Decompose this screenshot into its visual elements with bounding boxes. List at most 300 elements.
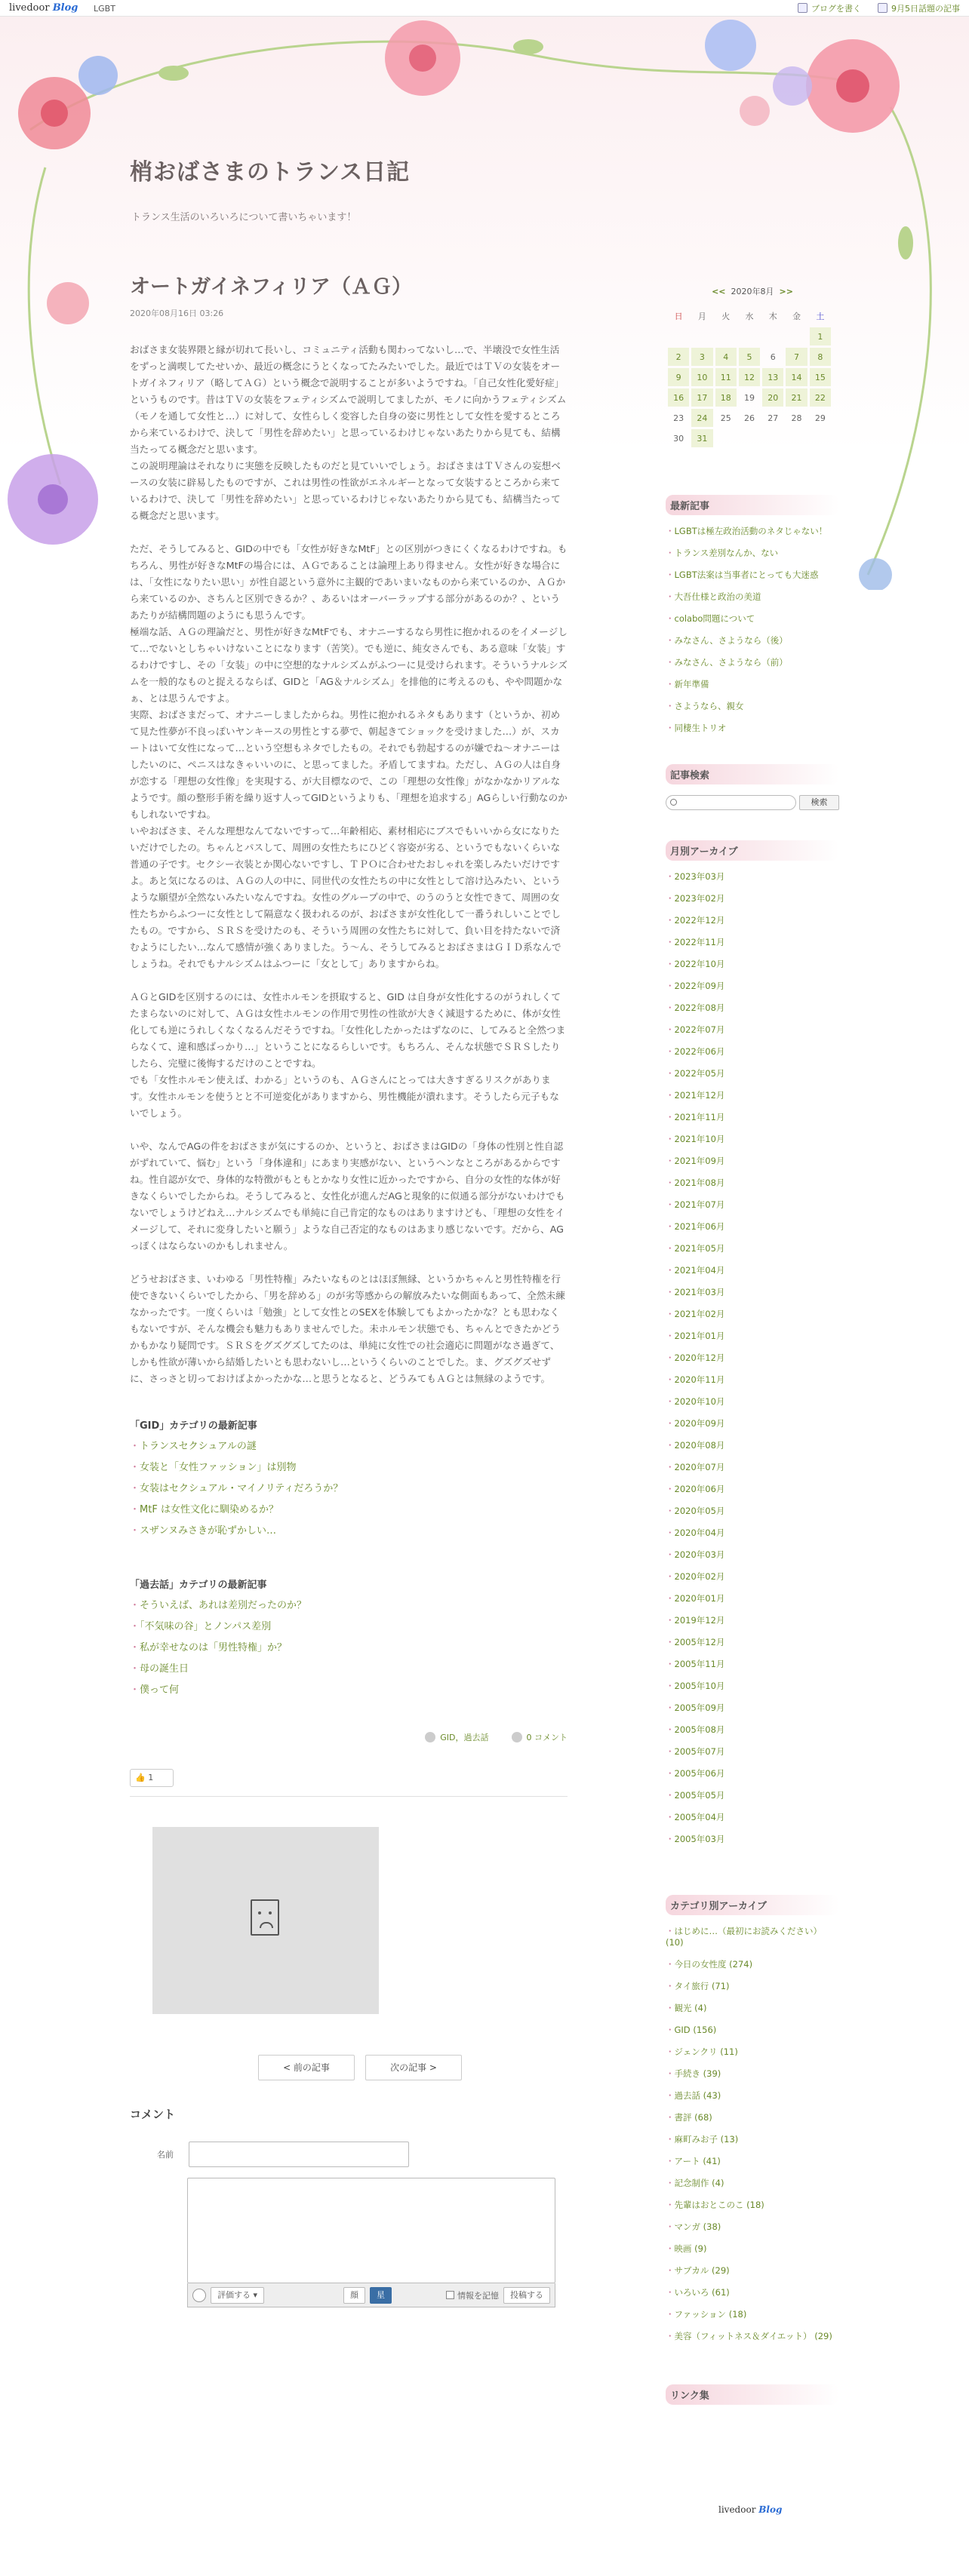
list-item[interactable] (666, 2221, 839, 2233)
remember-checkbox[interactable] (446, 2289, 499, 2301)
article-paragraph: ＡＧとGIDを区別するのには、女性ホルモンを摂取すると、GID は自身が女性化するのがうれしくてたまらないのに対して、ＡＧは女性ホルモンの作用で男性の性欲が大きく減退するために、体が女性化しても逆にうれしくなくなるんだそうですね。「女性化したかったはずなのに、してみると全然つまらなくて、違和感ばっかり…」ということになるらしいです。もちろん、そんな状態でＳＲＳしたりしたら、完璧に後悔するだけのことですね。 でも「女性ホルモン使えば、わかる」というのも、ＡＧさんにとっては大きすぎるリスクがあります。女性ホルモンを使うとと不可逆変化がありますから、男性機能が潰れます。そうしたら元子もないでしょう。 (130, 991, 566, 1119)
month-archive-link[interactable]: 2005年08月 (674, 1724, 725, 1735)
monthly-archive-title: 月別アーカイブ (666, 840, 839, 861)
calendar-day[interactable]: 16 (668, 388, 689, 407)
calendar-day: 26 (743, 413, 755, 423)
list-item[interactable] (666, 915, 839, 926)
calendar-day: 29 (814, 413, 826, 423)
list-item[interactable] (666, 2287, 839, 2298)
calendar-icon (878, 3, 887, 13)
list-item[interactable] (666, 2200, 839, 2211)
list-item[interactable] (666, 1615, 839, 1626)
list-item[interactable] (666, 1834, 839, 1845)
list-item[interactable] (666, 1199, 839, 1211)
month-archive-link[interactable]: 2019年12月 (674, 1615, 725, 1626)
list-item[interactable] (666, 1959, 839, 1970)
list-item[interactable] (130, 1638, 568, 1659)
list-item[interactable] (666, 1637, 839, 1648)
list-item[interactable] (666, 1981, 839, 1992)
past-article-link[interactable]: 母の誕生日 (140, 1663, 189, 1675)
list-item[interactable] (666, 723, 839, 734)
calendar-day[interactable]: 4 (715, 348, 737, 366)
calendar-prev-link[interactable]: << (712, 287, 726, 296)
calendar-day: 23 (673, 413, 684, 423)
calendar-day: 30 (673, 433, 684, 444)
list-item[interactable] (666, 1221, 839, 1233)
list-item[interactable] (666, 1484, 839, 1495)
footer-logo-blog: Blog (758, 2504, 783, 2515)
calendar-week (668, 429, 831, 447)
calendar-week (668, 388, 831, 407)
prev-article-button[interactable]: < 前の記事 (258, 2055, 355, 2080)
list-item[interactable] (666, 1090, 839, 1101)
category-archive-link[interactable]: 麻町みお子 (674, 2134, 718, 2145)
list-item[interactable] (666, 613, 839, 625)
list-item[interactable] (666, 2046, 839, 2058)
calendar-day[interactable]: 24 (691, 409, 712, 427)
list-item[interactable] (666, 893, 839, 904)
topbar-actions (798, 2, 960, 14)
recent-post-link[interactable]: さようなら、親女 (674, 701, 744, 711)
category-count: (68) (694, 2112, 712, 2123)
list-item[interactable] (666, 1134, 839, 1145)
month-archive-link[interactable]: 2022年05月 (674, 1068, 725, 1079)
month-archive-link[interactable]: 2020年04月 (674, 1527, 725, 1538)
thumbs-up-icon: 👍 (135, 1773, 146, 1782)
month-archive-link[interactable]: 2021年06月 (674, 1221, 725, 1232)
calendar-day[interactable]: 31 (691, 429, 712, 447)
calendar-day (668, 327, 689, 345)
month-archive-link[interactable]: 2021年04月 (674, 1265, 725, 1276)
tag-icon (425, 1732, 435, 1742)
calendar-weekday: 火 (721, 312, 731, 321)
past-latest-heading: 「過去話」カテゴリの最新記事 (130, 1580, 267, 1591)
month-archive-link[interactable]: 2020年10月 (674, 1396, 725, 1407)
today-topics-label: 9月5日話題の記事 (891, 4, 960, 14)
list-item[interactable] (666, 2134, 839, 2145)
category-archive-link[interactable]: ファッション (674, 2309, 727, 2320)
calendar-day[interactable]: 22 (810, 388, 831, 407)
list-item[interactable] (666, 679, 839, 690)
category-archive-link[interactable]: 今日の女性度 (674, 1959, 727, 1970)
calendar-day[interactable]: 17 (691, 388, 712, 407)
month-archive-link[interactable]: 2020年05月 (674, 1506, 725, 1516)
category-count: (43) (703, 2090, 721, 2101)
list-item[interactable] (666, 1418, 839, 1429)
month-archive-link[interactable]: 2021年01月 (674, 1331, 725, 1341)
name-input[interactable] (189, 2142, 409, 2167)
past-article-link[interactable]: 私が幸せなのは「男性特権」か？ (140, 1642, 288, 1653)
post-footer (130, 1731, 568, 1743)
calendar-day: 28 (791, 413, 802, 423)
calendar-weekday: 木 (768, 312, 777, 321)
list-item[interactable] (666, 1527, 839, 1539)
category-archive-link[interactable]: 先輩はおとこのこ (674, 2200, 744, 2210)
list-item[interactable] (666, 1265, 839, 1276)
list-item[interactable] (666, 2331, 839, 2342)
category-archive-link[interactable]: 映画 (674, 2243, 692, 2254)
calendar-week (668, 327, 831, 345)
gid-article-link[interactable]: MtF は女性文化に馴染めるか？ (140, 1504, 278, 1515)
face-mode-button[interactable]: 顔 (343, 2287, 365, 2304)
list-item[interactable] (666, 2156, 839, 2167)
month-archive-link[interactable]: 2020年09月 (674, 1418, 725, 1429)
search-title: 記事検索 (666, 764, 839, 784)
month-archive-link[interactable]: 2021年09月 (674, 1156, 725, 1166)
recent-post-link[interactable]: colabo問題について (674, 613, 755, 624)
article-title[interactable]: オートガイネフィリア（ＡＧ） (130, 275, 412, 299)
calendar-day (739, 429, 760, 447)
month-archive-link[interactable]: 2005年11月 (674, 1659, 725, 1669)
month-archive-link[interactable]: 2021年11月 (674, 1112, 725, 1122)
category-count: (156) (693, 2025, 717, 2035)
list-item[interactable] (666, 701, 839, 712)
list-item[interactable] (666, 2178, 839, 2189)
calendar-day[interactable]: 12 (739, 368, 760, 386)
list-item[interactable] (666, 1724, 839, 1736)
list-item[interactable] (666, 1790, 839, 1801)
calendar-weekday: 金 (792, 312, 801, 321)
list-item[interactable] (666, 1768, 839, 1779)
list-item[interactable] (666, 1112, 839, 1123)
month-archive-link[interactable]: 2021年03月 (674, 1287, 725, 1297)
list-item[interactable] (130, 1595, 568, 1617)
gid-article-link[interactable]: トランスセクシュアルの謎 (140, 1441, 257, 1452)
category-archive-link[interactable]: 美容（フィットネス＆ダイエット） (674, 2331, 812, 2341)
calendar-day (715, 327, 737, 345)
list-item[interactable] (666, 526, 839, 537)
month-archive-link[interactable]: 2005年09月 (674, 1702, 725, 1713)
list-item[interactable] (666, 1506, 839, 1517)
tags-link[interactable] (425, 1731, 488, 1743)
livedoor-blog-logo[interactable] (9, 2, 78, 14)
category-link-lgbt[interactable]: LGBT (94, 4, 115, 14)
article-body (130, 342, 568, 1387)
month-archive-link[interactable]: 2022年08月 (674, 1002, 725, 1013)
category-count: (29) (712, 2265, 730, 2276)
month-archive-link[interactable]: 2005年03月 (674, 1834, 725, 1844)
category-archive-link[interactable]: マンガ (674, 2221, 700, 2232)
calendar-weekday: 月 (697, 312, 706, 321)
list-item[interactable] (666, 548, 839, 559)
past-article-link[interactable]: そういえば、あれは差別だったのか？ (140, 1600, 307, 1611)
calendar-day[interactable]: 5 (739, 348, 760, 366)
list-item[interactable] (666, 2309, 839, 2320)
category-archive-link[interactable]: はじめに…（最初にお読みください） (674, 1926, 822, 1936)
tags-label: GID，過去話 (440, 1733, 489, 1742)
list-item[interactable] (666, 1681, 839, 1692)
list-item[interactable] (666, 1177, 839, 1189)
month-archive-link[interactable]: 2005年10月 (674, 1681, 725, 1691)
write-blog-label: ブログを書く (811, 4, 861, 14)
search-button[interactable]: 検索 (799, 795, 839, 810)
recent-post-link[interactable]: トランス差別なんか、ない (674, 548, 779, 558)
calendar-day[interactable]: 15 (810, 368, 831, 386)
category-archive-link[interactable]: サブカル (674, 2265, 709, 2276)
article-date: 2020年08月16日 03:26 (130, 309, 224, 318)
calendar-day (691, 327, 712, 345)
recent-post-link[interactable]: みなさん、さようなら（後） (674, 635, 788, 646)
rate-select[interactable]: 評価する ▾ (211, 2287, 264, 2304)
list-item[interactable] (666, 1243, 839, 1254)
list-item[interactable] (666, 1352, 839, 1364)
remember-label: 情報を記憶 (457, 2290, 499, 2301)
category-count: (11) (720, 2046, 738, 2057)
category-archive-link[interactable]: いろいろ (674, 2287, 709, 2298)
article-paragraph: おばさま女装界隈と縁が切れて長いし、コミュニティ活動も関わってないし…で、半壊没で女性生活をずっと満喫してたせいか、最近の概念にうとくなってたみたいでした。最近ではＴＶの女装をオートガイネフィリア（略してＡＧ）という概念で説明することが多いようですね。「自己女性化愛好症」というものです。昔はＴＶの女装をフェティシズムで説明してましたが、モノに向かうフェティシズム（モノを通して女性と…）に対して、女性らしく変容した自身の姿に男性として女性を愛するところから来ているわけで、決して「男性を辞めたい」と思っているわけじゃないあたりから見ても、結構当たってる概念だと思います。 この説明理論はそれなりに実態を反映したものだと見ていいでしょう。おばさまはＴＶさんの妄想ベースの女装に辟易したものですが、これは男性の性欲がエネルギーとなって女装するところから来ているわけで、決して「男性を辞めたい」と思っているわけじゃないあたりから見ても、結構当たってる概念だと思います。 (130, 344, 567, 521)
category-count: (39) (703, 2068, 721, 2079)
month-archive-link[interactable]: 2005年07月 (674, 1746, 725, 1757)
list-item[interactable] (666, 1571, 839, 1583)
month-archive-link[interactable]: 2005年05月 (674, 1790, 725, 1801)
article-paragraph: どうせおばさま、いわゆる「男性特権」みたいなものとはほぼ無縁、というかちゃんと男性特権を行使できないくらいでしたから、「男を辞める」のが劣等感からの解放みたいな側面もあって、全然未練なかったです。一度くらいは「勉強」として女性とのSEXを体験してもよかったかな？とも思わなくもないですが、そんな機会も魅力もありませんでした。未ホルモン状態でも、ちゃんとできたかどうかもかなり疑問です。ＳＲＳをグズグズしてたのは、単純に女性での社会適応に問題がなさ過ぎて、しかも性欲が薄いから結婚したいとも思わないし…というくらいのことでした。ま、グズグズせずに、さっさと切っておけばよかったかな…と思うとなると、どうみてもＡＧとは無縁のようです。 (130, 1273, 565, 1384)
calendar-day[interactable]: 18 (715, 388, 737, 407)
list-item[interactable] (666, 1702, 839, 1714)
list-item[interactable] (130, 1659, 568, 1680)
list-item[interactable] (666, 981, 839, 992)
gid-latest-heading: 「GID」カテゴリの最新記事 (130, 1420, 257, 1432)
blog-title[interactable]: 梢おばさまのトランス日記 (130, 159, 411, 186)
today-topics-link[interactable] (878, 2, 960, 14)
pager (258, 2055, 568, 2080)
calendar-day[interactable]: 1 (810, 327, 831, 345)
category-archive-title: カテゴリ別アーカイブ (666, 1895, 839, 1915)
recent-post-link[interactable]: LGBT法案は当事者にとっても大迷惑 (674, 570, 819, 580)
calendar-week (668, 368, 831, 386)
list-item[interactable] (666, 591, 839, 603)
list-item[interactable] (666, 2243, 839, 2255)
recent-post-link[interactable]: 大吾仕様と政治の美道 (674, 591, 761, 602)
list-item[interactable] (130, 1680, 568, 1701)
write-blog-link[interactable] (798, 2, 861, 14)
calendar-header (666, 285, 839, 297)
list-item[interactable] (666, 2068, 839, 2080)
month-archive-link[interactable]: 2021年10月 (674, 1134, 725, 1144)
month-archive-link[interactable]: 2005年06月 (674, 1768, 725, 1779)
top-bar (0, 0, 969, 17)
article-paragraph: いや、なんでAGの件をおばさまが気にするのか、というと、おばさまはGIDの「身体の性別と性自認がずれていて、悩む」という「身体違和」にあまり実感がない、というヘンなところがあるからですね。性自認が女で、身体的な特徴がもともとかなり女性に近かったですから、自分の女性的な体が好きなくらいでしたからね。そうしてみると、女性化が進んだAGと現象的に似通る部分がないわけでもないでしょうけどねえ…ナルシズムでも単純に自己肯定的なものはありますけども、「理想の女性をイメージして、それに変身したいと願う」ような自己否定的なものはあまり感じないです。だから、AGっぽくはならないのかもしれません。 (130, 1141, 565, 1251)
name-label: 名前 (157, 2150, 174, 2160)
month-archive-link[interactable]: 2020年11月 (674, 1374, 725, 1385)
list-item[interactable] (130, 1436, 568, 1457)
past-latest-articles (130, 1577, 568, 1701)
comments-label: 0 コメント (526, 1733, 568, 1742)
month-archive-link[interactable]: 2020年08月 (674, 1440, 725, 1451)
list-item[interactable] (666, 1046, 839, 1058)
list-item[interactable] (666, 570, 839, 581)
month-archive-link[interactable]: 2023年02月 (674, 893, 725, 904)
month-archive-link[interactable]: 2005年12月 (674, 1637, 725, 1647)
logo-blog-text: Blog (52, 2, 78, 14)
calendar-day[interactable]: 20 (762, 388, 783, 407)
list-item[interactable] (666, 1287, 839, 1298)
list-item[interactable] (130, 1521, 568, 1542)
category-archive-link[interactable]: GID (674, 2025, 691, 2035)
comment-name-row (157, 2142, 568, 2167)
list-item[interactable] (666, 2025, 839, 2036)
recent-post-link[interactable]: 新年準備 (674, 679, 709, 689)
category-archive-link[interactable]: 記念制作 (674, 2178, 709, 2188)
list-item[interactable] (666, 1440, 839, 1451)
month-archive-link[interactable]: 2022年09月 (674, 981, 725, 991)
category-archive-link[interactable]: タイ旅行 (674, 1981, 709, 1991)
footer-logo[interactable] (718, 2504, 782, 2515)
category-count: (71) (711, 1981, 730, 1991)
list-item[interactable] (666, 1309, 839, 1320)
month-archive-link[interactable]: 2023年03月 (674, 871, 725, 882)
category-count: (274) (729, 1959, 753, 1970)
next-article-button[interactable]: 次の記事 > (365, 2055, 462, 2080)
month-archive-link[interactable]: 2022年12月 (674, 915, 725, 926)
emoji-icon[interactable] (192, 2289, 206, 2302)
list-item[interactable] (666, 1926, 839, 1948)
calendar-day[interactable]: 11 (715, 368, 737, 386)
article-paragraph: ただ、そうしてみると、GIDの中でも「女性が好きなMtF」との区別がつきにくくなるわけですね。もちろん、男性が好きなMtFの場合には、ＡＧであることは論理上あり得ません。女性が好きな場合には、「女性になりたい思い」が性自認という意外に主観的であいまいなものから来ているのか、ＡＧから来ているのか、さちんと区別できるか？、あるいはオーバーラップする部分があるのか？、というあたりが結構問題のようにも思うんです。 極端な話、ＡＧの理論だと、男性が好きなMtFでも、オナニーするなら男性に抱かれるのをイメージして…でないとしちゃいけないことになります（苦笑）。でも逆に、純女さんでも、ある意味「女装」するわけですし、その「女装」の中に空想的なナルシズムがふつーに見受けられます。そういうナルシズムを一般的なものと捉えるならば、GIDと「AG＆ナルシズム」を排他的に考えるのも、やや問題かなぁ、とは思うんですよ。 実際、おばさまだって、オナニーしましたからね。男性に抱かれるネタもあります（というか、初めて見た性夢が不良っぽいヤンキースの男性とする夢で、朝起きてショックを受けました…）が、スカートはいて女性になって…という空想もネタでしたもの。それでも勃起するのが嫌でね～オナニーはしたいのに、ペニスはなきゃいいのに、と思ってました。矛盾してますね。ただし、ＡＧの人は自身が恋する「理想の女性像」を実現する、が大目標なので、この「理想の女性像」がなかなかリアルなようです。顔の整形手術を繰り返す人ってGIDというよりも、「理想を追求する」AGらしい行動なのかもしれないですね。 いやおばさま、そんな理想なんてないですって…年齢相応、素材相応にブスでもいいから女になりたいだけでしたの。ちゃんとパスして、周囲の女性たちにひどく容姿が劣る、というでもないくらいな普通の子です。セクシー衣装とか関心ないですし、ＴＰＯに合わせたおしゃれを楽しみたいだけですよ。あと気になるのは、ＡＧの人の中に、同世代の女性たちの中に女性として溶け込みたい、というような願望が全然ないみたいなんですね。女性のグループの中で、のうのうと女性できて、周囲の女性たちからふつーに女性として隔意なく扱われるのが、おばさまが女性化して一番うれしいことでしたもの。ですから、ＳＲＳを受けたのも、そういう周囲の女性たちに対して、負い目を持たないで済むようにしたい…なんて感情が強くありました。う～ん、そうしてみるとおばさまはＧＩＤ系なんでしょうね。それでもナルシズムはふつーに「女として」ありますからね。 (130, 543, 568, 969)
month-archive-link[interactable]: 2022年07月 (674, 1024, 725, 1035)
calendar-month: 2020年8月 (731, 287, 774, 296)
recent-post-link[interactable]: 同棲生トリオ (674, 723, 727, 733)
month-archive-link[interactable]: 2021年12月 (674, 1090, 725, 1101)
category-archive-list (666, 1926, 839, 2342)
calendar-day[interactable]: 9 (668, 368, 689, 386)
list-item[interactable] (666, 1549, 839, 1561)
list-item[interactable] (666, 1746, 839, 1758)
rate-label: 評価する (217, 2289, 251, 2300)
list-item[interactable] (130, 1617, 568, 1638)
comment-textarea[interactable] (187, 2178, 555, 2283)
category-archive-link[interactable]: 観光 (674, 2003, 692, 2013)
list-item[interactable] (666, 1374, 839, 1386)
list-item[interactable] (666, 1593, 839, 1604)
calendar (666, 305, 833, 450)
search-row (666, 795, 839, 810)
like-button[interactable] (130, 1769, 174, 1787)
list-item[interactable] (130, 1500, 568, 1521)
list-item[interactable] (666, 1462, 839, 1473)
list-item[interactable] (666, 2265, 839, 2277)
recent-posts-list (666, 526, 839, 734)
month-archive-link[interactable]: 2022年11月 (674, 937, 725, 947)
footer-logo-main: livedoor (718, 2504, 756, 2515)
category-count: (29) (814, 2331, 832, 2341)
list-item[interactable] (666, 1812, 839, 1823)
recent-post-link[interactable]: LGBTは極左政治活動のネタじゃない！ (674, 526, 828, 536)
monthly-archive-list (666, 871, 839, 1845)
pencil-icon (798, 3, 807, 13)
month-archive-link[interactable]: 2020年01月 (674, 1593, 725, 1604)
list-item[interactable] (666, 937, 839, 948)
broken-image-placeholder (152, 1827, 379, 2014)
category-count: (61) (712, 2287, 730, 2298)
month-archive-link[interactable]: 2021年07月 (674, 1199, 725, 1210)
list-item[interactable] (666, 871, 839, 883)
recent-post-link[interactable]: みなさん、さようなら（前） (674, 657, 788, 668)
category-count: (18) (746, 2200, 764, 2210)
category-count: (41) (703, 2156, 721, 2166)
past-article-link[interactable]: 「不気味の谷」とノンパス差別 (140, 1621, 272, 1632)
comments-link[interactable] (512, 1731, 568, 1743)
blog-description: トランス生活のいろいろについて書いちゃいます！ (131, 212, 357, 223)
list-item[interactable] (666, 2112, 839, 2123)
calendar-day[interactable]: 2 (668, 348, 689, 366)
gid-article-link[interactable]: 女装と「女性ファッション」は別物 (140, 1462, 297, 1473)
month-archive-link[interactable]: 2005年04月 (674, 1812, 725, 1822)
calendar-day: 6 (770, 352, 776, 362)
calendar-weekday: 日 (674, 312, 683, 321)
comment-icon (512, 1732, 522, 1742)
category-archive-link[interactable]: 過去話 (674, 2090, 700, 2101)
list-item[interactable] (666, 2090, 839, 2102)
month-archive-link[interactable]: 2021年08月 (674, 1177, 725, 1188)
calendar-day (762, 429, 783, 447)
list-item[interactable] (666, 2003, 839, 2014)
month-archive-link[interactable]: 2020年03月 (674, 1549, 725, 1560)
calendar-day[interactable]: 13 (762, 368, 783, 386)
list-item[interactable] (666, 1659, 839, 1670)
calendar-day (786, 429, 807, 447)
month-archive-link[interactable]: 2020年02月 (674, 1571, 725, 1582)
list-item[interactable] (130, 1478, 568, 1500)
calendar-day[interactable]: 21 (786, 388, 807, 407)
list-item[interactable] (666, 959, 839, 970)
list-item[interactable] (666, 1156, 839, 1167)
calendar-day[interactable]: 10 (691, 368, 712, 386)
past-article-link[interactable]: 僕って何 (140, 1684, 180, 1696)
checkbox-icon[interactable] (446, 2291, 454, 2299)
list-item[interactable] (666, 1068, 839, 1079)
submit-comment-button[interactable]: 投稿する (503, 2287, 550, 2304)
star-mode-button[interactable]: 星 (370, 2287, 392, 2304)
month-archive-link[interactable]: 2020年12月 (674, 1352, 725, 1363)
calendar-day (762, 327, 783, 345)
calendar-day[interactable]: 3 (691, 348, 712, 366)
links-title: リンク集 (666, 2384, 839, 2405)
sad-file-icon (251, 1899, 279, 1936)
gid-article-link[interactable]: 女装はセクシュアル・マイノリティだろうか？ (140, 1483, 343, 1494)
calendar-day[interactable]: 8 (810, 348, 831, 366)
comment-heading: コメント (130, 2108, 176, 2121)
category-count: (13) (720, 2134, 739, 2145)
calendar-day: 19 (743, 392, 755, 403)
list-item[interactable] (666, 1396, 839, 1408)
month-archive-link[interactable]: 2020年06月 (674, 1484, 725, 1494)
list-item[interactable] (666, 1002, 839, 1014)
calendar-day (786, 327, 807, 345)
calendar-day[interactable]: 14 (786, 368, 807, 386)
list-item[interactable] (666, 1024, 839, 1036)
category-archive-link[interactable]: 手続き (674, 2068, 700, 2079)
category-count: (4) (694, 2003, 707, 2013)
month-archive-link[interactable]: 2022年06月 (674, 1046, 725, 1057)
category-archive-link[interactable]: アート (674, 2156, 700, 2166)
list-item[interactable] (666, 657, 839, 668)
list-item[interactable] (666, 635, 839, 646)
category-archive-link[interactable]: ジェンクリ (674, 2046, 718, 2057)
month-archive-link[interactable]: 2021年05月 (674, 1243, 725, 1254)
month-archive-link[interactable]: 2022年10月 (674, 959, 725, 969)
search-input[interactable] (666, 795, 796, 810)
comment-toolbar (187, 2283, 555, 2307)
list-item[interactable] (130, 1457, 568, 1478)
calendar-next-link[interactable]: >> (779, 287, 793, 296)
category-archive-link[interactable]: 書評 (674, 2112, 692, 2123)
calendar-week (668, 348, 831, 366)
gid-article-link[interactable]: スザンヌみさきが恥ずかしい… (140, 1525, 276, 1537)
calendar-day[interactable]: 7 (786, 348, 807, 366)
month-archive-link[interactable]: 2021年02月 (674, 1309, 725, 1319)
list-item[interactable] (666, 1331, 839, 1342)
month-archive-link[interactable]: 2020年07月 (674, 1462, 725, 1472)
